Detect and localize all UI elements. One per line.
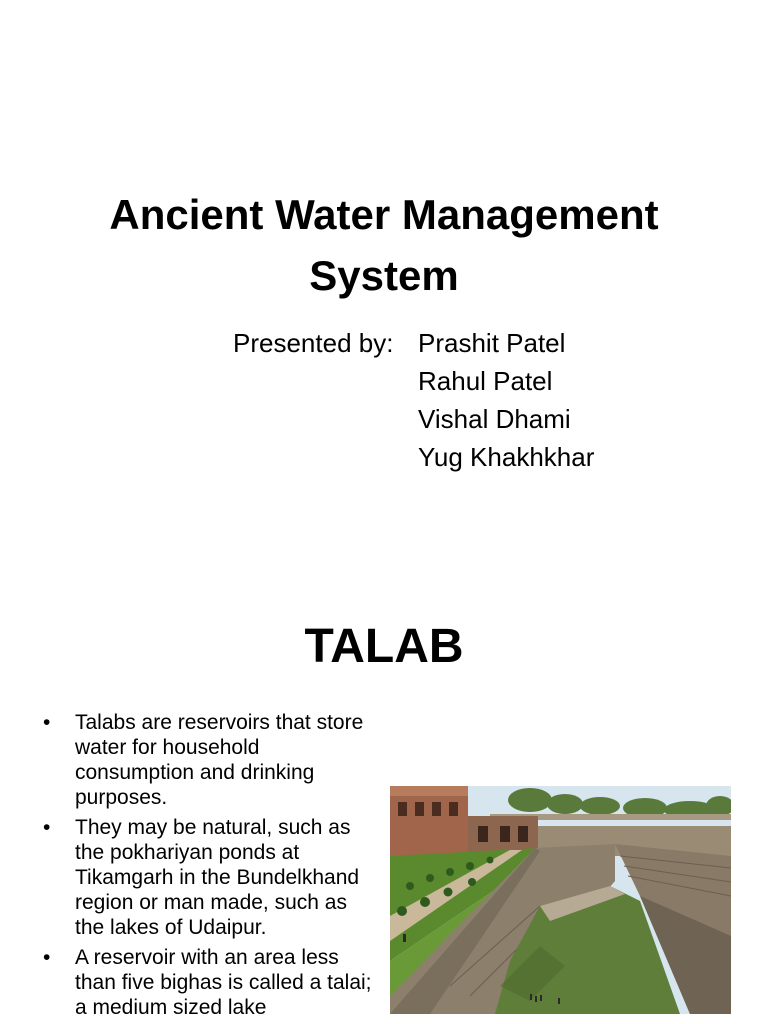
bullet-icon: • xyxy=(43,946,51,969)
title-line-1: Ancient Water Management xyxy=(109,191,659,238)
presenters-block xyxy=(233,324,594,476)
slide-title: TALAB xyxy=(304,620,464,673)
presenter-name: Prashit Patel xyxy=(418,328,566,358)
presenter-row xyxy=(233,400,594,438)
bullet-item xyxy=(38,710,378,810)
talab-slide xyxy=(0,576,768,1024)
bullet-item xyxy=(38,945,378,1020)
bullet-icon: • xyxy=(43,711,51,734)
bullet-list xyxy=(38,710,378,1024)
stepwell-photo xyxy=(390,786,731,1014)
presentation-title xyxy=(40,184,728,306)
presenter-row xyxy=(233,438,594,476)
bullet-text: They may be natural, such as the pokhariyan ponds at Tikamgarh in the Bundelkhand region or man made, such as the lakes of Udaipur. xyxy=(75,816,360,939)
presented-by-label: Presented by: xyxy=(233,328,394,358)
presenter-row xyxy=(233,324,594,362)
presenter-name: Vishal Dhami xyxy=(418,404,571,434)
bullet-text: Talabs are reservoirs that store water for household consumption and drinking purposes. xyxy=(75,711,364,809)
title-line-2: System xyxy=(309,252,459,299)
presenter-row xyxy=(233,362,594,400)
bullet-item xyxy=(38,815,378,940)
bullet-text: A reservoir with an area less than five bighas is called a talai; a medium sized lake xyxy=(75,946,372,1019)
bullet-icon: • xyxy=(43,816,51,839)
presenter-name: Yug Khakhkhar xyxy=(418,442,595,472)
presenter-name: Rahul Patel xyxy=(418,366,553,396)
